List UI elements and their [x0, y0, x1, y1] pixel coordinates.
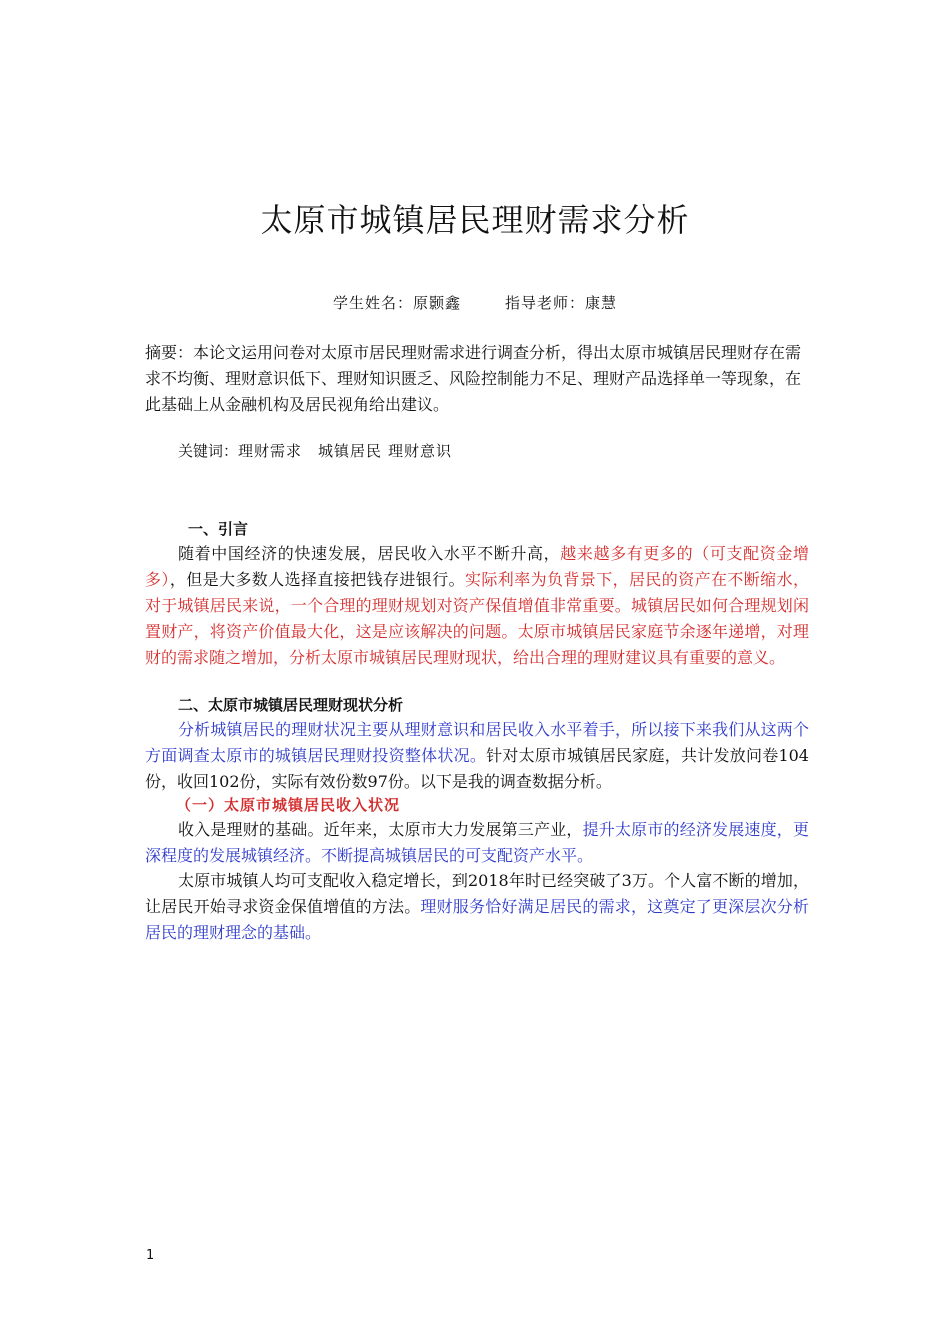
keyword-item: 城镇居民 [318, 442, 383, 460]
subsection-heading-income: （一）太原市城镇居民收入状况 [176, 796, 401, 814]
text-run: 随着中国经济的快速发展，居民收入水平不断升高， [178, 544, 561, 563]
text-run: 针对太原市城镇居民家庭，共计发放问卷104份，收回102份，实际有效份数97份。以下是我的调查数据分析。 [145, 746, 809, 791]
income-paragraph-2 [145, 868, 809, 946]
keywords [178, 440, 452, 461]
keyword-item: 理财意识 [388, 442, 453, 460]
keywords-label: 关键词： [178, 442, 239, 460]
section-heading-status: 二、太原市城镇居民理财现状分析 [178, 696, 404, 714]
page-number: 1 [146, 1248, 155, 1263]
student-name: 学生姓名：原颢鑫 [332, 294, 461, 312]
status-paragraph [145, 717, 809, 795]
highlighted-text-run: 提升太原市的经济发展速度，更深程度的发展城镇经济。不断提高城镇居民的可支配资产水平。 [145, 820, 809, 865]
text-run: 收入是理财的基础。近年来，太原市大力发展第三产业， [178, 820, 583, 839]
text-run: 太原市城镇人均可支配收入稳定增长，到2018年时已经突破了3万。个人富不断的增加，让居民开始寻求资金保值增值的方法。 [145, 871, 809, 916]
abstract-text: 本论文运用问卷对太原市居民理财需求进行调查分析，得出太原市城镇居民理财存在需求不均衡、理财意识低下、理财知识匮乏、风险控制能力不足、理财产品选择单一等现象，在此基础上从金融机构及居民视角给出建议。 [145, 343, 802, 414]
introduction-paragraph [145, 541, 809, 671]
abstract-label: 摘要： [145, 343, 194, 362]
highlighted-text-run: 理财服务恰好满足居民的需求，这奠定了更深层次分析居民的理财理念的基础。 [145, 897, 809, 942]
section-heading-introduction: 一、引言 [188, 520, 249, 538]
author-line [0, 292, 950, 313]
text-run: ，但是大多数人选择直接把钱存进银行。 [169, 570, 465, 589]
keyword-item: 理财需求 [238, 442, 303, 460]
highlighted-text-run: 实际利率为负背景下，居民的资产在不断缩水，对于城镇居民来说，一个合理的理财规划对资产保值增值非常重要。城镇居民如何合理规划闲置财产，将资产价值最大化，这是应该解决的问题。太原市城镇居民家庭节余逐年递增，对理财的需求随之增加，分析太原市城镇居民理财现状，给出合理的理财建议具有重要的意义。 [145, 570, 809, 667]
highlighted-text-run: 分析城镇居民的理财状况主要从理财意识和居民收入水平着手，所以接下来我们从这两个方面调查太原市的城镇居民理财投资整体状况。 [145, 720, 809, 765]
advisor-name: 指导老师：康慧 [505, 294, 618, 312]
document-title: 太原市城镇居民理财需求分析 [260, 201, 690, 239]
abstract [145, 340, 809, 418]
highlighted-text-run: 越来越多有更多的（可支配资金增多） [145, 544, 809, 589]
income-paragraph-1 [145, 817, 809, 869]
